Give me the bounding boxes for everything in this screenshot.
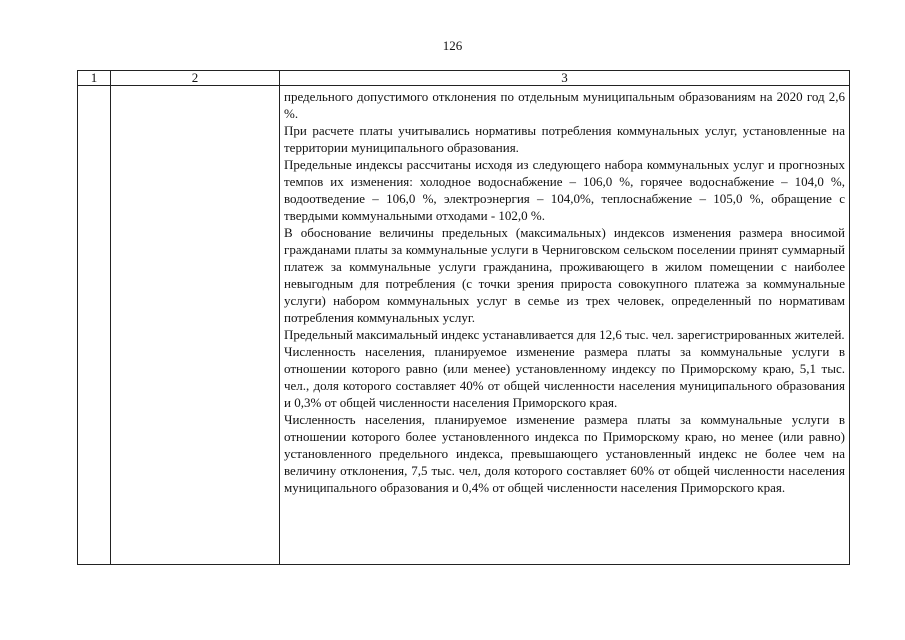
page-number: 126	[442, 38, 463, 53]
table-cell-col1	[78, 86, 111, 565]
table-cell-col2	[111, 86, 280, 565]
table-row	[78, 86, 850, 565]
column-header-2: 2	[111, 71, 280, 86]
cell-body-text	[280, 86, 849, 564]
paragraph: Численность населения, планируемое изменение размера платы за коммунальные услуги в отношении которого равно (или менее) установленному индексу по Приморскому краю, 5,1 тыс. чел., доля которого составляет 40% от общей численности населения муниципального образования и 0,3% от общей численности населения Приморского края.	[284, 344, 845, 410]
paragraph: Предельный максимальный индекс устанавливается для 12,6 тыс. чел. зарегистрированных жителей.	[284, 327, 845, 342]
paragraph: В обоснование величины предельных (максимальных) индексов изменения размера вносимой гражданами платы за коммунальные услуги в Черниговском сельском поселении принят суммарный платеж за коммунальные услуги гражданина, проживающего в жилом помещении с наиболее невыгодным для потребления (с точки зрения прироста совокупного платежа за коммунальные услуги) набором коммунальных услуг в семье из трех человек, определенный по нормативам потребления коммунальных услуг.	[284, 225, 845, 325]
paragraph: Предельные индексы рассчитаны исходя из следующего набора коммунальных услуг и прогнозных темпов их изменения: холодное водоснабжение – 106,0 %, горячее водоснабжение – 104,0 %, водоотведение – 106,0 %, электроэнергия – 104,0%, теплоснабжение – 105,0 %, обращение с твердыми коммунальными отходами - 102,0 %.	[284, 157, 845, 223]
table-cell-col3	[280, 86, 850, 565]
document-table	[77, 70, 850, 565]
paragraph: При расчете платы учитывались нормативы потребления коммунальных услуг, установленные на территории муниципального образования.	[284, 123, 845, 155]
paragraph: предельного допустимого отклонения по отдельным муниципальным образованиям на 2020 год 2,6 %.	[284, 89, 845, 121]
paragraph: Численность населения, планируемое изменение размера платы за коммунальные услуги в отношении которого более установленного индекса по Приморскому краю, но менее (или равно) установленного предельного индекса, превышающего установленный индекс не более чем на величину отклонения, 7,5 тыс. чел, доля которого составляет 60% от общей численности населения муниципального образования и 0,4% от общей численности населения Приморского края.	[284, 412, 845, 495]
column-header-3: 3	[280, 71, 850, 86]
table-header-row	[78, 71, 850, 86]
column-header-1: 1	[78, 71, 111, 86]
